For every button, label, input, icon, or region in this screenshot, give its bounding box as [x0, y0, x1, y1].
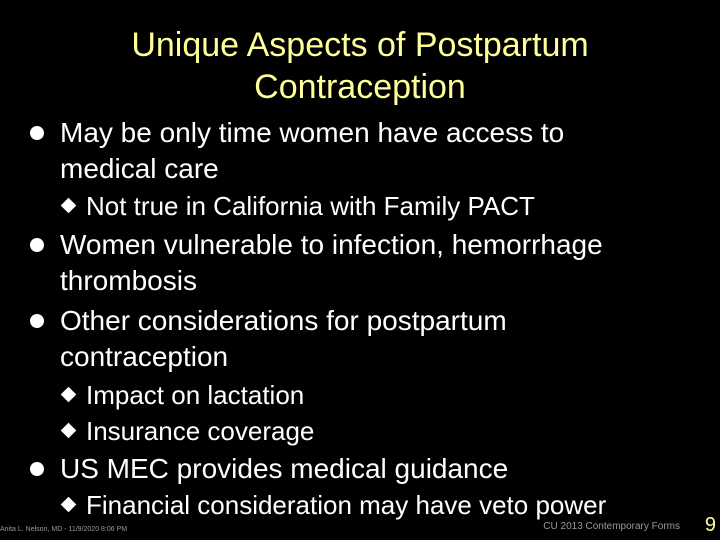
page-number: 9 — [704, 514, 716, 536]
title-line-2: Contraception — [254, 68, 466, 106]
sub-bullet-text: Financial consideration may have veto power — [86, 490, 607, 520]
sub-bullet-text: Not true in California with Family PACT — [86, 191, 535, 221]
round-bullet-icon — [30, 314, 44, 328]
round-bullet-icon — [30, 126, 44, 140]
bullet-text-continued: medical care — [60, 153, 219, 184]
bullet-text: Other considerations for postpartum — [60, 305, 507, 336]
diamond-bullet-icon — [61, 423, 77, 439]
diamond-bullet-icon — [61, 387, 77, 403]
bullet-text: US MEC provides medical guidance — [60, 453, 509, 484]
sub-bullet-text: Insurance coverage — [86, 416, 315, 446]
bullet-text: May be only time women have access to — [60, 117, 565, 148]
sub-bullet-text: Impact on lactation — [86, 380, 305, 410]
diamond-bullet-icon — [61, 198, 77, 214]
round-bullet-icon — [30, 238, 44, 252]
bullet-text-continued: contraception — [60, 341, 229, 372]
footer-author-date: Anita L. Nelson, MD - 11/9/2020 8:06 PM — [0, 526, 128, 533]
diamond-bullet-icon — [61, 497, 77, 513]
title-line-1: Unique Aspects of Postpartum — [131, 26, 589, 64]
bullet-text-continued: thrombosis — [60, 265, 197, 296]
round-bullet-icon — [30, 462, 44, 476]
footer-course-title: CU 2013 Contemporary Forms — [543, 521, 680, 532]
bullet-text: Women vulnerable to infection, hemorrhage — [60, 229, 603, 260]
